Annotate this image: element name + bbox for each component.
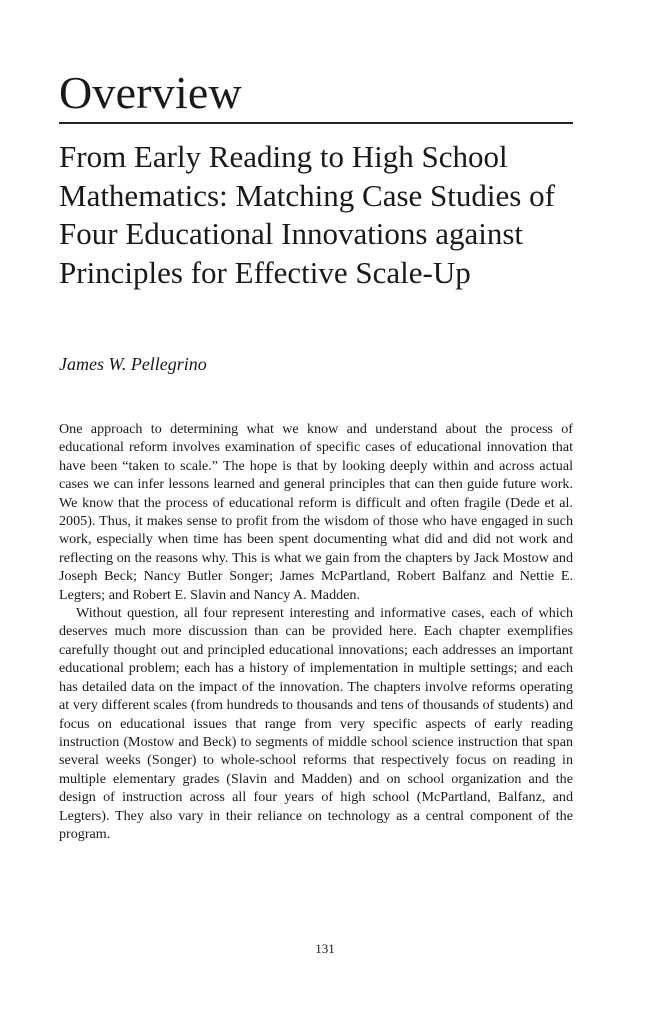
chapter-title: From Early Reading to High School Mathematics: Matching Case Studies of Four Educational Innovations against Principles for Effective Scale-Up <box>59 139 555 290</box>
page-number: 131 <box>315 941 335 956</box>
paragraph-2: Without question, all four represent interesting and informative cases, each of which deserves much more discussion than can be provided here. Each chapter exemplifies carefully thought out and principled educational innovations; each addresses an important educational problem; each has a history of implementation in multiple settings; and each has detailed data on the impact of the innovation. The chapters involve reforms operating at very different scales (from hundreds to thousands and tens of thousands of students) and focus on educational issues that range from very specific aspects of early reading instruction (Mostow and Beck) to segments of middle school science instruction that span several weeks (Songer) to whole-school reforms that respectively focus on reading in multiple elementary grades (Slavin and Madden) and on school organization and the design of instruction across all four years of high school (McPartland, Balfanz, and Legters). They also vary in their reliance on technology as a central component of the program. <box>59 605 573 842</box>
paragraph-1: One approach to determining what we know and understand about the process of educational reform involves examination of specific cases of educational innovation that have been “taken to scale.” The hope is that by looking deeply within and across actual cases we can infer lessons learned and general principles that can then guide future work. We know that the process of educational reform is difficult and often fragile (Dede et al. 2005). Thus, it makes sense to profit from the wisdom of those who have engaged in such work, especially when time has been spent documenting what did and did not work and reflecting on the reasons why. This is what we gain from the chapters by Jack Mostow and Joseph Beck; Nancy Butler Songer; James McPartland, Robert Balfanz and Nettie E. Legters; and Robert E. Slavin and Nancy A. Madden. <box>59 421 573 603</box>
author-name: James W. Pellegrino <box>59 354 207 374</box>
body-text <box>59 420 573 843</box>
heading-rule <box>59 122 573 124</box>
section-heading: Overview <box>59 67 242 118</box>
